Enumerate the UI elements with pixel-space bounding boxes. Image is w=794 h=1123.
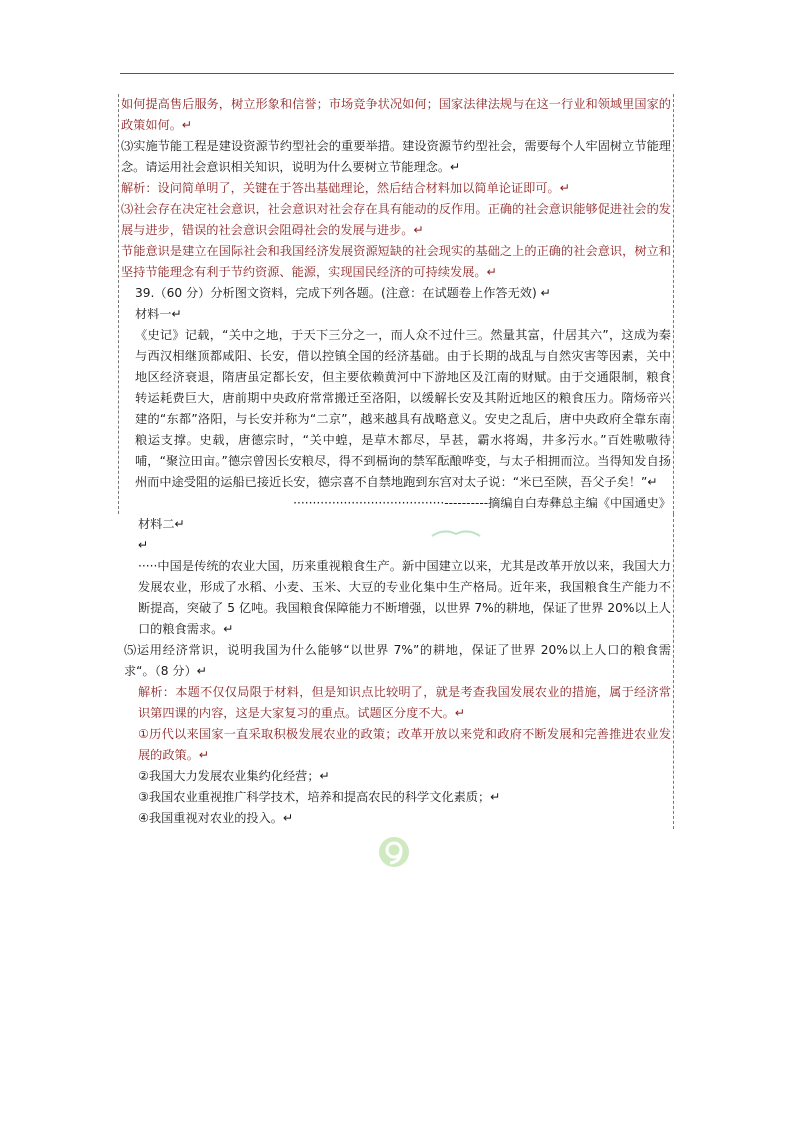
- paragraph: 解析：本题不仅仅局限于材料，但是知识点比较明了，就是考查我国发展农业的措施，属于经济常识第四课的内容，这是大家复习的重点。试题区分度不大。↵: [138, 685, 671, 720]
- paragraph: ↵: [138, 538, 149, 552]
- header-rule: [120, 73, 674, 74]
- watermark-fragment: [430, 528, 482, 538]
- paragraph: ②我国大力发展农业集约化经营；↵: [138, 769, 330, 783]
- answer-block-2: [118, 514, 674, 829]
- paragraph: 节能意识是建立在国际社会和我国经济发展资源短缺的社会现实的基础之上的正确的社会意识，树立和坚持节能理念有利于节约资源、能源，实现国民经济的可持续发展。↵: [121, 244, 671, 279]
- paragraph: 材料一↵: [135, 307, 182, 321]
- paragraph: ③我国农业重视推广科学技术，培养和提高农民的科学文化素质；↵: [138, 790, 501, 804]
- paragraph: 如何提高售后服务，树立形象和信誉；市场竞争状况如何；国家法律法规与在这一行业和领域里国家的政策如何。↵: [121, 97, 671, 132]
- paragraph: ·····中国是传统的农业大国，历来重视粮食生产。新中国建立以来，尤其是改革开放以来，我国大力发展农业，形成了水稻、小麦、玉米、大豆的专业化集中生产格局。近年来，我国粮食生产能力不断提高，突破了 5 亿吨。我国粮食保障能力不断增强，以世界 7%的耕地，保证了世界 20%以上人口的粮食需求。↵: [138, 559, 671, 636]
- paragraph: 材料二↵: [138, 517, 185, 531]
- paragraph: 39.（60 分）分析图文资料，完成下列各题。(注意：在试题卷上作答无效) ↵: [135, 286, 551, 300]
- answer-block-1: [118, 94, 674, 514]
- paragraph: ⑶实施节能工程是建设资源节约型社会的重要举措。建设资源节约型社会，需要每个人牢固树立节能理念。请运用社会意识相关知识，说明为什么要树立节能理念。↵: [121, 139, 671, 174]
- paragraph: ④我国重视对农业的投入。↵: [138, 811, 294, 825]
- paragraph: ①历代以来国家一直采取积极发展农业的政策；改革开放以来党和政府不断发展和完善推进农业发展的政策。↵: [138, 727, 671, 762]
- watermark-logo-icon: [376, 834, 412, 870]
- paragraph: 解析：设问简单明了，关键在于答出基础理论，然后结合材料加以简单论证即可。↵: [121, 181, 570, 195]
- source-citation: ·······································----------摘编自白寿彝总主编《中国通史》: [293, 496, 671, 510]
- paragraph: 《史记》记载，“关中之地，于天下三分之一，而人众不过什三。然量其富，什居其六”，这成为秦与西汉相继顶都咸阳、长安，借以控镇全国的经济基础。由于长期的战乱与自然灾害等因素，关中地区经济衰退，隋唐虽定都长安，但主要依赖黄河中下游地区及江南的财赋。由于交通限制，粮食转运耗费巨大，唐前期中央政府常常搬迁至洛阳，以缓解长安及其附近地区的粮食压力。隋炀帝兴建的“东都”洛阳，与长安并称为“二京”，越来越具有战略意义。安史之乱后，唐中央政府全靠东南粮运支撑。史载，唐德宗时，“关中蝗，是草木都尽，旱甚，霸水将竭，井多污水。”百姓嗷嗷待哺，“聚泣田亩。”德宗曾因长安粮尽，得不到槅询的禁军酝酿哗变，与太子相拥而泣。当得知发自扬州而中途受阻的运船已接近长安，德宗喜不自禁地跑到东宫对太子说：“米已至陕，吾父子矣！”↵: [135, 328, 671, 489]
- paragraph: ⑶社会存在决定社会意识，社会意识对社会存在具有能动的反作用。正确的社会意识能够促进社会的发展与进步，错误的社会意识会阻碍社会的发展与进步。↵: [121, 202, 671, 237]
- document-body: [118, 94, 674, 829]
- paragraph: ⑸运用经济常识，说明我国为什么能够“以世界 7%”的耕地，保证了世界 20%以上人口的粮食需求“。（8 分）↵: [124, 643, 671, 678]
